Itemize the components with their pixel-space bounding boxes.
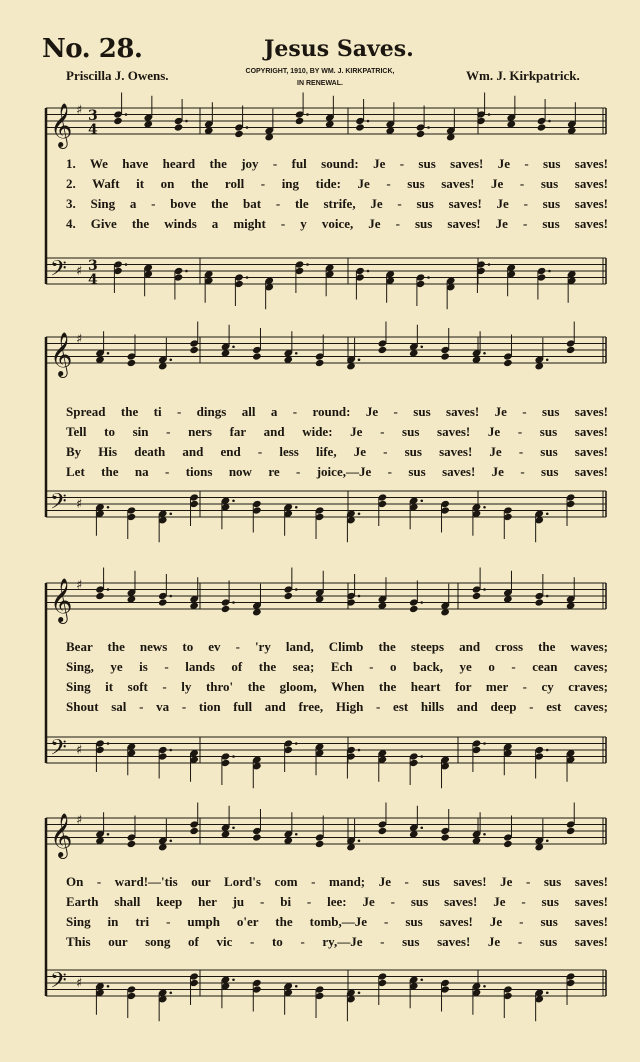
lyric-line: 3. Sing a - bove the bat - tle strife, Je - sus saves! Je - sus saves! <box>66 196 608 211</box>
augmentation-dot <box>169 595 172 598</box>
sharp-icon: ♯ <box>76 264 83 279</box>
augmentation-dot <box>295 506 298 509</box>
note-head <box>566 346 576 354</box>
augmentation-dot <box>358 595 361 598</box>
augmentation-dot <box>427 126 430 129</box>
note-head <box>537 123 547 131</box>
note-head <box>566 827 576 835</box>
augmentation-dot <box>420 978 423 981</box>
lyric-line: Tell to sin - ners far and wide: Je - sus saves! Je - sus saves! <box>66 424 608 439</box>
augmentation-dot <box>246 276 249 279</box>
sharp-icon: ♯ <box>76 332 83 347</box>
lyrics-block-1 <box>66 154 608 234</box>
note-head <box>440 833 450 841</box>
augmentation-dot <box>367 270 370 273</box>
lyric-line: By His death and end - less life, Je - sus saves! Je - sus saves! <box>66 444 608 459</box>
augmentation-dot <box>483 985 486 988</box>
augmentation-dot <box>125 113 128 116</box>
lyric-line: Spread the ti - dings all a - round: Je - sus saves! Je - sus saves! <box>66 404 608 419</box>
time-signature-top: 3 <box>88 258 98 274</box>
augmentation-dot <box>232 755 235 758</box>
augmentation-dot <box>169 839 172 842</box>
note-head <box>283 592 293 600</box>
augmentation-dot <box>295 588 298 591</box>
note-head <box>295 117 305 125</box>
augmentation-dot <box>483 742 486 745</box>
composer: Wm. J. Kirkpatrick. <box>466 68 580 83</box>
note-head <box>503 359 513 367</box>
augmentation-dot <box>358 839 361 842</box>
time-signature-bottom: 4 <box>88 272 98 288</box>
lyric-line: Sing in tri - umph o'er the tomb,—Je - sus saves! Je - sus saves! <box>66 914 608 929</box>
hymn-number: No. 28. <box>42 34 143 64</box>
sharp-icon: ♯ <box>76 497 83 512</box>
note-head <box>409 605 419 613</box>
augmentation-dot <box>546 749 549 752</box>
note-head <box>315 359 325 367</box>
note-head <box>221 605 231 613</box>
augmentation-dot <box>232 345 235 348</box>
augmentation-dot <box>483 833 486 836</box>
note-head <box>534 598 544 606</box>
augmentation-dot <box>367 120 370 123</box>
bass-clef-icon: 𝄢 <box>50 735 67 766</box>
augmentation-dot <box>306 113 309 116</box>
lyric-line: Sing, ye is - lands of the sea; Ech - o back, ye o - cean caves; <box>66 659 608 674</box>
note-head <box>189 827 199 835</box>
note-head <box>416 130 426 138</box>
lyric-line: Bear the news to ev - 'ry land, Climb the steeps and cross the waves; <box>66 639 608 654</box>
lyric-line: On - ward!—'tis our Lord's com - mand; Je - sus saves! Je - sus saves! <box>66 874 608 889</box>
lyric-line: Let the na - tions now re - joice,—Je - sus saves! Je - sus saves! <box>66 464 608 479</box>
treble-clef-icon: 𝄞 <box>50 813 73 857</box>
note-head <box>95 592 105 600</box>
note-head <box>174 123 184 131</box>
lyric-line: Sing it soft - ly thro' the gloom, When the heart for mer - cy craves; <box>66 679 608 694</box>
note-head <box>472 592 482 600</box>
note-head <box>378 827 388 835</box>
augmentation-dot <box>185 120 188 123</box>
lyrics-block-2 <box>66 402 608 482</box>
augmentation-dot <box>358 749 361 752</box>
augmentation-dot <box>107 506 110 509</box>
augmentation-dot <box>246 126 249 129</box>
note-head <box>503 840 513 848</box>
time-signature-top: 3 <box>88 108 98 124</box>
sharp-icon: ♯ <box>76 103 83 118</box>
sharp-icon: ♯ <box>76 578 83 593</box>
augmentation-dot <box>548 120 551 123</box>
lyric-line: 2. Waft it on the roll - ing tide: Je - sus saves! Je - sus saves! <box>66 176 608 191</box>
augmentation-dot <box>232 978 235 981</box>
hymn-title: Jesus Saves. <box>264 36 414 62</box>
copyright-line: IN RENEWAL. <box>297 80 343 87</box>
augmentation-dot <box>107 833 110 836</box>
augmentation-dot <box>358 991 361 994</box>
augmentation-dot <box>169 991 172 994</box>
treble-clef-icon: 𝄞 <box>50 578 73 622</box>
augmentation-dot <box>548 270 551 273</box>
augmentation-dot <box>420 345 423 348</box>
augmentation-dot <box>232 499 235 502</box>
augmentation-dot <box>420 499 423 502</box>
note-head <box>440 352 450 360</box>
augmentation-dot <box>483 352 486 355</box>
lyrics-block-3 <box>66 637 608 717</box>
note-head <box>158 598 168 606</box>
augmentation-dot <box>358 358 361 361</box>
note-head <box>127 840 137 848</box>
augmentation-dot <box>107 742 110 745</box>
copyright-line: COPYRIGHT, 1910, BY WM. J. KIRKPATRICK, <box>245 68 395 75</box>
note-head <box>113 117 123 125</box>
note-head <box>252 833 262 841</box>
augmentation-dot <box>306 263 309 266</box>
augmentation-dot <box>420 755 423 758</box>
time-signature-bottom: 4 <box>88 122 98 138</box>
augmentation-dot <box>358 512 361 515</box>
augmentation-dot <box>295 833 298 836</box>
augmentation-dot <box>125 263 128 266</box>
augmentation-dot <box>107 985 110 988</box>
treble-clef-icon: 𝄞 <box>50 103 73 147</box>
lyric-line: Shout sal - va - tion full and free, High - est hills and deep - est caves; <box>66 699 608 714</box>
augmentation-dot <box>546 839 549 842</box>
sharp-icon: ♯ <box>76 743 83 758</box>
augmentation-dot <box>546 595 549 598</box>
bass-clef-icon: 𝄢 <box>50 489 67 520</box>
augmentation-dot <box>232 601 235 604</box>
augmentation-dot <box>546 991 549 994</box>
lyrics-block-4 <box>66 872 608 952</box>
augmentation-dot <box>420 601 423 604</box>
augmentation-dot <box>483 506 486 509</box>
bass-clef-icon: 𝄢 <box>50 968 67 999</box>
augmentation-dot <box>488 263 491 266</box>
note-head <box>378 346 388 354</box>
augmentation-dot <box>546 358 549 361</box>
augmentation-dot <box>420 826 423 829</box>
lyric-line: 4. Give the winds a might - y voice, Je - sus saves! Je - sus saves! <box>66 216 608 231</box>
lyricist: Priscilla J. Owens. <box>66 68 169 83</box>
augmentation-dot <box>232 826 235 829</box>
augmentation-dot <box>295 742 298 745</box>
note-head <box>234 130 244 138</box>
sharp-icon: ♯ <box>76 976 83 991</box>
augmentation-dot <box>488 113 491 116</box>
bass-clef-icon: 𝄢 <box>50 256 67 287</box>
augmentation-dot <box>107 588 110 591</box>
augmentation-dot <box>107 352 110 355</box>
augmentation-dot <box>427 276 430 279</box>
augmentation-dot <box>295 352 298 355</box>
lyric-line: Earth shall keep her ju - bi - lee: Je - sus saves! Je - sus saves! <box>66 894 608 909</box>
note-head <box>252 352 262 360</box>
note-head <box>355 123 365 131</box>
treble-clef-icon: 𝄞 <box>50 332 73 376</box>
lyric-line: 1. We have heard the joy - ful sound: Je - sus saves! Je - sus saves! <box>66 156 608 171</box>
augmentation-dot <box>483 588 486 591</box>
note-head <box>189 346 199 354</box>
augmentation-dot <box>169 358 172 361</box>
sharp-icon: ♯ <box>76 813 83 828</box>
augmentation-dot <box>546 512 549 515</box>
augmentation-dot <box>185 270 188 273</box>
augmentation-dot <box>169 749 172 752</box>
augmentation-dot <box>295 985 298 988</box>
lyric-line: This our song of vic - to - ry,—Je - sus saves! Je - sus saves! <box>66 934 608 949</box>
note-head <box>315 840 325 848</box>
note-head <box>127 359 137 367</box>
augmentation-dot <box>169 512 172 515</box>
